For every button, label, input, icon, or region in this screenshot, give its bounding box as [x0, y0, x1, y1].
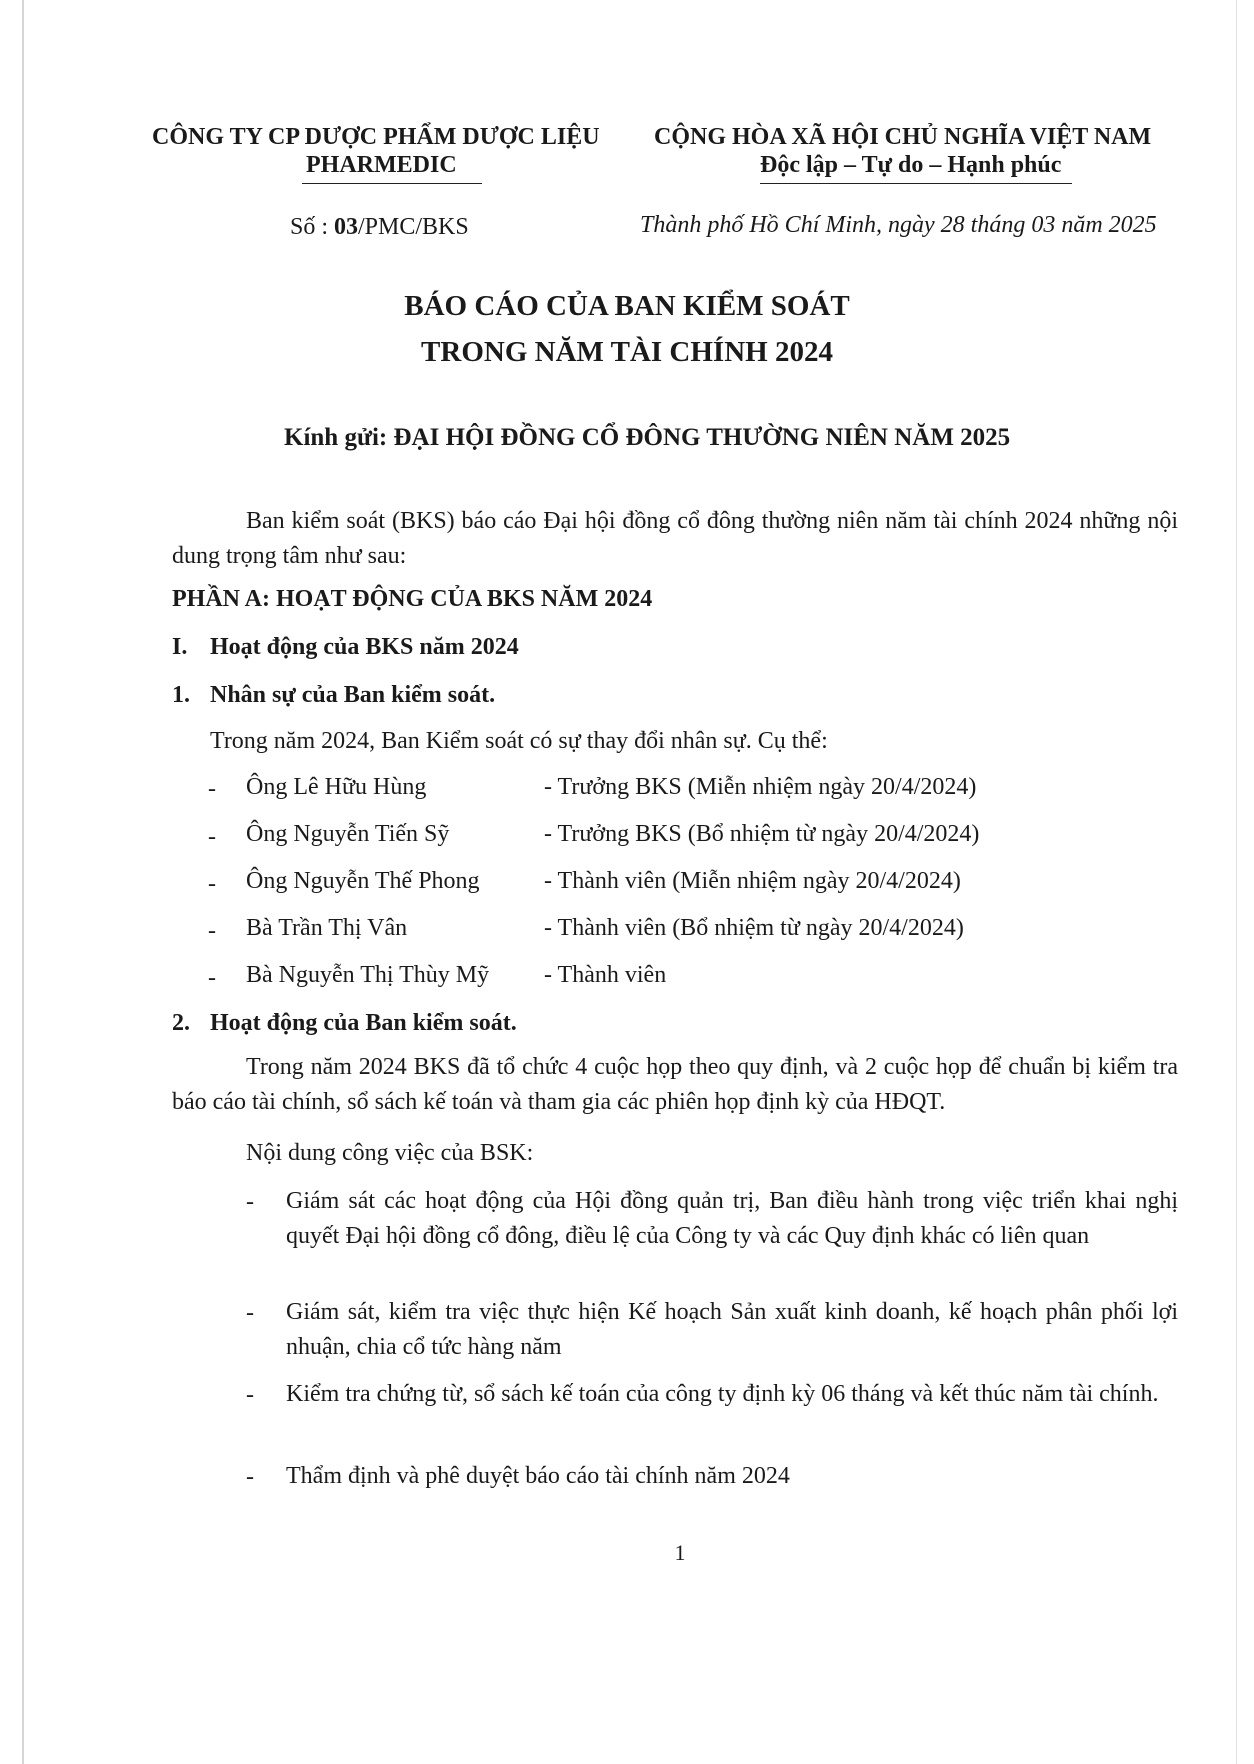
member-name: Ông Nguyễn Thế Phong: [246, 868, 480, 894]
place-date: Thành phố Hồ Chí Minh, ngày 28 tháng 03 năm 2025: [640, 212, 1157, 238]
work-lead: Nội dung công việc của BSK:: [246, 1140, 534, 1166]
member-name: Ông Lê Hữu Hùng: [246, 774, 427, 800]
member-role: - Thành viên (Miễn nhiệm ngày 20/4/2024): [544, 868, 961, 894]
company-name: CÔNG TY CP DƯỢC PHẨM DƯỢC LIỆU: [152, 124, 600, 150]
work-item: Thẩm định và phê duyệt báo cáo tài chính năm 2024: [286, 1463, 790, 1489]
list-dash: -: [208, 776, 216, 802]
document-number: Số : 03/PMC/BKS: [290, 214, 469, 240]
list-dash: -: [246, 1382, 254, 1408]
list-dash: -: [246, 1300, 254, 1326]
company-name-short: PHARMEDIC: [306, 152, 457, 178]
intro-paragraph: Ban kiểm soát (BKS) báo cáo Đại hội đồng cổ đông thường niên năm tài chính 2024 những nội dung trọng tâm như sau:: [172, 508, 1178, 569]
member-name: Bà Nguyễn Thị Thùy Mỹ: [246, 962, 490, 988]
scan-left-edge: [22, 0, 24, 1764]
sub-1-number: 1.: [172, 682, 190, 708]
member-name: Bà Trần Thị Vân: [246, 915, 408, 941]
work-item: Kiểm tra chứng từ, sổ sách kế toán của công ty định kỳ 06 tháng và kết thúc năm tài chính.: [286, 1381, 1159, 1407]
work-item: Giám sát các hoạt động của Hội đồng quản trị, Ban điều hành trong việc triển khai nghị quyết Đại hội đồng cổ đông, điều lệ của Công ty và các Quy định khác có liên quan: [286, 1188, 1178, 1249]
list-dash: -: [208, 918, 216, 944]
page-number: 1: [674, 1540, 686, 1565]
sub-2-number: 2.: [172, 1010, 190, 1036]
member-role: - Thành viên: [544, 962, 667, 988]
section-1-number: I.: [172, 634, 188, 660]
sub-1-title: Nhân sự của Ban kiểm soát.: [210, 682, 496, 708]
member-role: - Thành viên (Bổ nhiệm từ ngày 20/4/2024): [544, 915, 964, 941]
motto-underline: [760, 183, 1072, 184]
recipient: Kính gửi: ĐẠI HỘI ĐỒNG CỔ ĐÔNG THƯỜNG NIÊN NĂM 2025: [284, 424, 1011, 451]
report-title-line1: BÁO CÁO CỦA BAN KIỂM SOÁT: [404, 290, 850, 322]
nation-motto: Độc lập – Tự do – Hạnh phúc: [760, 152, 1062, 178]
section-1-title: Hoạt động của BKS năm 2024: [210, 634, 519, 660]
list-dash: -: [208, 824, 216, 850]
list-dash: -: [208, 871, 216, 897]
member-role: - Trưởng BKS (Bổ nhiệm từ ngày 20/4/2024): [544, 821, 980, 847]
sub-2-title: Hoạt động của Ban kiểm soát.: [210, 1010, 517, 1036]
company-underline: [302, 183, 482, 184]
report-title-line2: TRONG NĂM TÀI CHÍNH 2024: [421, 336, 833, 368]
scan-right-edge: [1236, 0, 1237, 1764]
member-role: - Trưởng BKS (Miễn nhiệm ngày 20/4/2024): [544, 774, 977, 800]
part-a-heading: PHẦN A: HOẠT ĐỘNG CỦA BKS NĂM 2024: [172, 586, 653, 612]
member-name: Ông Nguyễn Tiến Sỹ: [246, 821, 450, 847]
work-item: Giám sát, kiểm tra việc thực hiện Kế hoạch Sản xuất kinh doanh, kế hoạch phân phối lợi nhuận, chia cổ tức hàng năm: [286, 1299, 1178, 1360]
list-dash: -: [246, 1189, 254, 1215]
nation-title: CỘNG HÒA XÃ HỘI CHỦ NGHĨA VIỆT NAM: [654, 124, 1152, 150]
list-dash: -: [246, 1464, 254, 1490]
personnel-lead: Trong năm 2024, Ban Kiểm soát có sự thay đổi nhân sự. Cụ thể:: [210, 728, 828, 754]
activity-paragraph: Trong năm 2024 BKS đã tổ chức 4 cuộc họp theo quy định, và 2 cuộc họp để chuẩn bị kiểm tra báo cáo tài chính, sổ sách kế toán và tham gia các phiên họp định kỳ của HĐQT.: [172, 1054, 1178, 1115]
list-dash: -: [208, 965, 216, 991]
